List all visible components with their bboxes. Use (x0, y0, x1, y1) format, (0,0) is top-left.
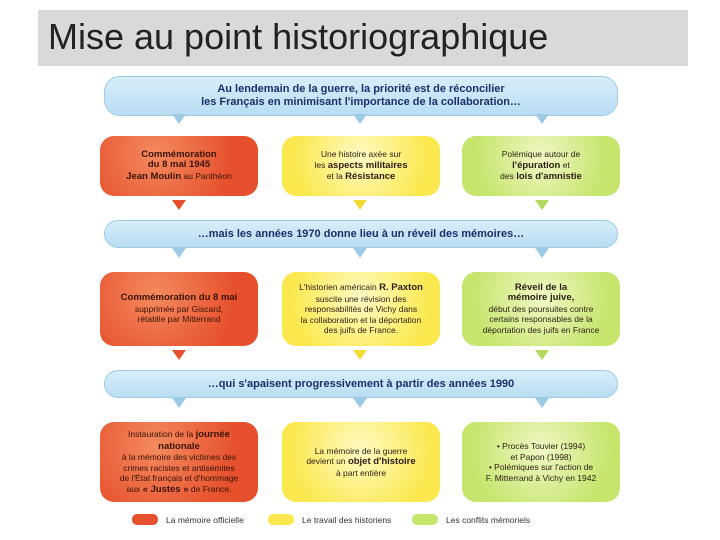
box-text: L'historien américain (299, 282, 377, 293)
legend-conflicts (412, 514, 530, 525)
box-text: F. Mitterrand à Vichy en 1942 (485, 472, 597, 483)
box-text: la collaboration et la déportation (300, 314, 422, 325)
down-arrow-icon (535, 114, 549, 124)
box-historians-1 (282, 136, 440, 196)
down-arrow-icon (172, 114, 186, 124)
box-text: déportation des juifs en France (482, 324, 600, 335)
down-arrow-icon (353, 200, 367, 210)
box-text: Jean Moulin (126, 170, 182, 182)
box-text: Polémique autour de (501, 149, 581, 160)
down-arrow-icon (535, 350, 549, 360)
box-conflicts-1 (462, 136, 620, 196)
box-text: aspects militaires (327, 159, 408, 171)
box-text: R. Paxton (379, 282, 423, 294)
legend-swatch (412, 514, 438, 525)
legend-swatch (268, 514, 294, 525)
banner-line: …qui s'apaisent progressivement à partir des années 1990 (207, 377, 515, 390)
box-text: journée nationale (158, 429, 230, 452)
down-arrow-icon (172, 350, 186, 360)
box-text: début des poursuites contre (488, 303, 594, 314)
legend-label: La mémoire officielle (166, 514, 244, 525)
title-bar (38, 10, 688, 66)
box-text: certains responsables de la (489, 314, 593, 325)
legend-label: Le travail des historiens (302, 514, 392, 525)
banner-line: les Français en minimisant l'importance de la collaboration… (201, 96, 521, 108)
box-text: à part entière (335, 467, 387, 478)
down-arrow-icon (535, 200, 549, 210)
box-text: Commémoration du 8 mai (120, 292, 238, 304)
box-text: aux (126, 483, 141, 494)
box-text: Réveil de la (514, 281, 568, 293)
box-text: au Panthéon (183, 170, 232, 181)
box-text: du 8 mai 1945 (147, 159, 211, 171)
box-text: à la mémoire des victimes des (121, 452, 237, 462)
down-arrow-icon (353, 398, 367, 408)
down-arrow-icon (535, 248, 549, 258)
box-official-memory-3 (100, 422, 258, 502)
legend-official-memory (132, 514, 244, 525)
box-text: suscite une révision des (315, 293, 407, 304)
box-text: lois d'amnistie (516, 171, 582, 183)
legend-historians (268, 514, 391, 525)
box-text: et (562, 159, 570, 170)
box-text: Commémoration (141, 148, 217, 160)
down-arrow-icon (353, 248, 367, 258)
down-arrow-icon (172, 200, 186, 210)
box-text: de France. (190, 483, 232, 494)
box-text: Résistance (345, 171, 396, 183)
box-text: responsabilités de Vichy dans (304, 304, 418, 315)
box-historians-2 (282, 272, 440, 346)
legend-label: Les conflits mémoriels (446, 514, 531, 525)
slide-title: Mise au point historiographique (48, 16, 549, 57)
box-text: • Polémiques sur l'action de (488, 462, 594, 472)
box-text: et la (326, 171, 343, 182)
box-conflicts-3 (462, 422, 620, 502)
box-conflicts-2 (462, 272, 620, 346)
down-arrow-icon (172, 398, 186, 408)
box-text: Une histoire axée sur (320, 149, 402, 160)
banner-1990 (104, 370, 618, 398)
box-text: Instauration de la (128, 429, 194, 439)
box-text: objet d'histoire (347, 456, 416, 468)
legend-swatch (132, 514, 158, 525)
box-text: des (500, 171, 514, 182)
box-text: les (314, 159, 326, 170)
down-arrow-icon (353, 114, 367, 124)
box-text: • Procès Touvier (1994) (496, 441, 586, 451)
box-text: supprimée par Giscard, (134, 303, 224, 314)
down-arrow-icon (353, 350, 367, 360)
box-text: mémoire juive, (507, 292, 575, 304)
box-text: crimes racistes et antisémites (123, 462, 235, 473)
down-arrow-icon (535, 398, 549, 408)
box-official-memory-1 (100, 136, 258, 196)
box-text: l'épuration (512, 159, 561, 171)
box-text: des juifs de France. (323, 325, 399, 336)
banner-1945 (104, 76, 618, 116)
box-official-memory-2 (100, 272, 258, 346)
box-text: et Papon (1998) (510, 451, 572, 462)
down-arrow-icon (172, 248, 186, 258)
banner-1970 (104, 220, 618, 248)
box-historians-3 (282, 422, 440, 502)
box-text: « Justes » (142, 483, 189, 495)
banner-line: Au lendemain de la guerre, la priorité est de réconcilier (217, 83, 505, 95)
banner-line: …mais les années 1970 donne lieu à un réveil des mémoires… (197, 227, 525, 240)
box-text: rétablie par Mitterrand (137, 314, 221, 325)
box-text: La mémoire de la guerre (314, 445, 408, 456)
box-text: de l'État français et d'hommage (119, 473, 239, 483)
box-text: devient un (306, 456, 346, 467)
